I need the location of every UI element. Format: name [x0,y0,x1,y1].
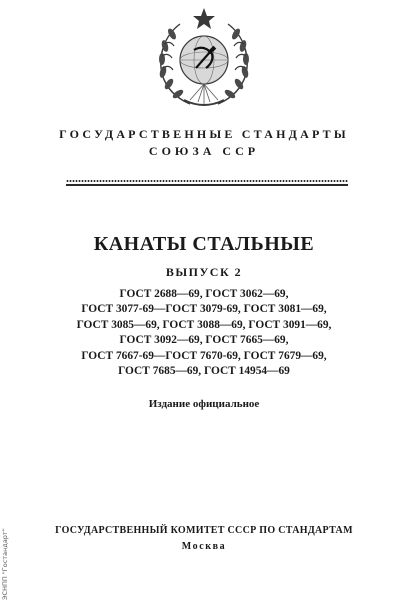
edition-label: Издание официальное [148,398,260,410]
divider-solid [66,184,348,186]
publisher: ГОСУДАРСТВЕННЫЙ КОМИТЕТ СССР ПО СТАНДАРТАМ [55,525,353,536]
ussr-state-emblem-icon [150,4,258,112]
gost-line: ГОСТ 2688—69, ГОСТ 3062—69, [119,288,289,300]
gost-line: ГОСТ 3092—69, ГОСТ 7665—69, [119,334,289,347]
document-title: КАНАТЫ СТАЛЬНЫЕ [93,233,315,255]
series-title-line1: ГОСУДАРСТВЕННЫЕ СТАНДАРТЫ [59,127,349,141]
gost-list [0,287,408,379]
gost-line: ГОСТ 7667-69—ГОСТ 7670-69, ГОСТ 7679—69, [81,349,327,362]
gost-line: ГОСТ 3085—69, ГОСТ 3088—69, ГОСТ 3091—69, [76,318,332,331]
divider-dotted [66,179,348,183]
gost-line: ГОСТ 7685—69, ГОСТ 14954—69 [118,365,290,378]
issue-number: ВЫПУСК 2 [165,265,243,279]
gost-line: ГОСТ 3077-69—ГОСТ 3079-69, ГОСТ 3081—69, [81,303,327,316]
publisher-city: Москва [181,541,227,552]
series-title-line2: СОЮЗА ССР [148,144,260,158]
side-watermark: ЭСНПП "Гостандарт" [1,528,9,600]
